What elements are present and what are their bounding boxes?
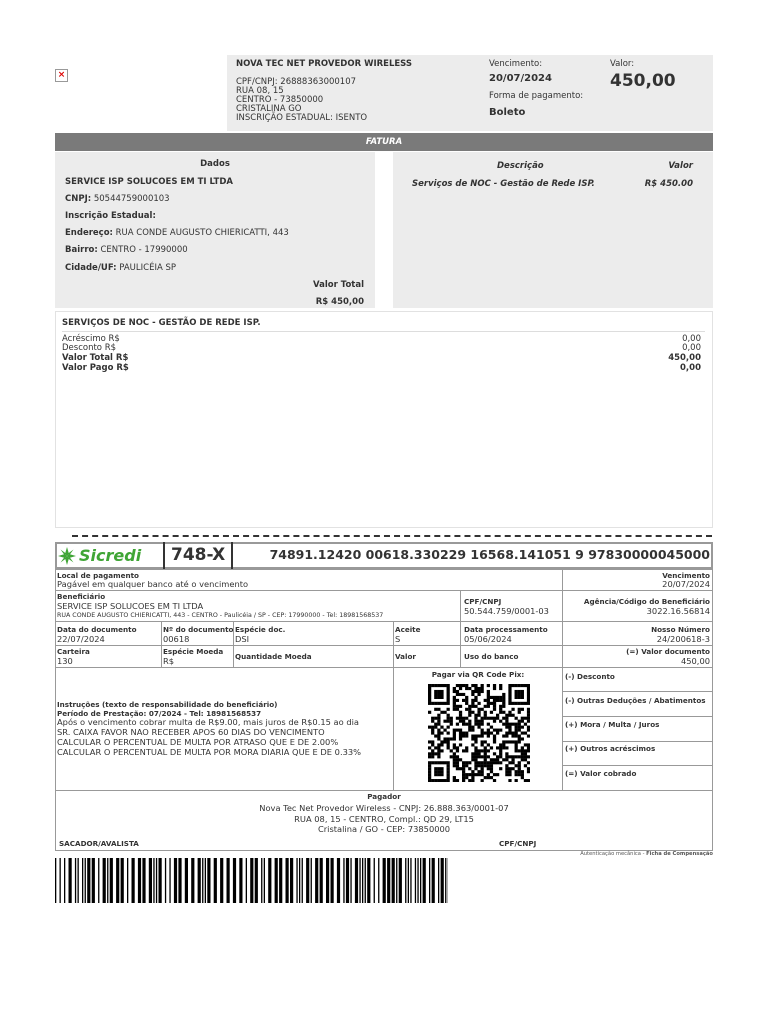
total-label: Valor Total — [313, 280, 364, 290]
valor-pago-value: 0,00 — [680, 363, 701, 373]
especie-doc-label: Espécie doc. — [235, 625, 286, 634]
company-city: CRISTALINA GO — [236, 104, 302, 114]
broken-image-icon: × — [55, 69, 68, 82]
pagador-label: Pagador — [367, 792, 401, 801]
deducoes-label: (-) Outras Deduções / Abatimentos — [565, 696, 706, 705]
item-value: R$ 450.00 — [644, 179, 693, 189]
client-cnpj: CNPJ: 50544759000103 — [65, 194, 170, 204]
total-value: R$ 450,00 — [315, 297, 364, 307]
data-proc-label: Data processamento — [464, 625, 548, 634]
barcode — [55, 858, 448, 903]
client-bairro: Bairro: CENTRO - 17990000 — [65, 245, 188, 255]
item-description: Serviços de NOC - Gestão de Rede ISP. — [412, 179, 595, 189]
local-label: Local de pagamento — [57, 571, 139, 580]
qtd-moeda-label: Quantidade Moeda — [235, 652, 312, 661]
cpfcnpj-value: 50.544.759/0001-03 — [464, 606, 549, 616]
beneficiario-name: SERVICE ISP SOLUCOES EM TI LTDA — [57, 601, 204, 611]
aceite-label: Aceite — [395, 625, 421, 634]
acrescimo-label: Acréscimo R$ — [62, 334, 120, 344]
autenticacao-mecanica: Autenticação mecânica - Ficha de Compensação — [580, 851, 713, 857]
divider — [163, 542, 165, 569]
client-city: Cidade/UF: PAULICÉIA SP — [65, 263, 176, 273]
desconto-value: 0,00 — [682, 343, 701, 353]
sacador-cnpj-label: CPF/CNPJ — [499, 839, 537, 848]
company-cnpj: CPF/CNPJ: 26888363000107 — [236, 77, 357, 87]
divider — [231, 542, 233, 569]
especie-moeda-label: Espécie Moeda — [163, 647, 224, 656]
acrescimo-value: 0,00 — [682, 334, 701, 344]
pagador-line2: RUA 08, 15 - CENTRO, Compl.: QD 29, LT15 — [294, 814, 474, 824]
especie-doc-value: DSI — [235, 634, 250, 644]
sicredi-icon — [57, 546, 77, 566]
valor-pago-label: Valor Pago R$ — [62, 363, 129, 373]
dados-title: Dados — [200, 159, 230, 169]
desconto-label: Desconto R$ — [62, 343, 117, 353]
outros-label: (+) Outros acréscimos — [565, 744, 656, 753]
payment-method-label: Forma de pagamento: — [489, 91, 584, 101]
especie-moeda-value: R$ — [163, 656, 175, 666]
agencia-label: Agência/Código do Beneficiário — [583, 597, 710, 606]
value-header: Valor — [668, 161, 693, 171]
divider — [62, 331, 705, 332]
company-address1: RUA 08, 15 — [236, 86, 284, 96]
services-title: SERVIÇOS DE NOC - GESTÃO DE REDE ISP. — [62, 318, 261, 328]
sicredi-wordmark: Sicredi — [79, 546, 142, 565]
company-address2: CENTRO - 73850000 — [236, 95, 324, 105]
uso-banco-label: Uso do banco — [464, 652, 519, 661]
beneficiario-address: RUA CONDE AUGUSTO CHIERICATTI, 443 - CENTRO - Paulicéia / SP - CEP: 17990000 - Tel: 18981568537 — [57, 612, 384, 619]
due-date-value: 20/07/2024 — [489, 73, 552, 84]
valor-doc-value: 450,00 — [680, 656, 710, 666]
company-ie: INSCRIÇÃO ESTADUAL: ISENTO — [236, 113, 368, 123]
num-doc-value: 00618 — [163, 634, 190, 644]
cpfcnpj-label: CPF/CNPJ — [464, 597, 502, 606]
description-panel — [393, 152, 713, 308]
amount-value: 450,00 — [610, 71, 676, 91]
pagador-line1: Nova Tec Net Provedor Wireless - CNPJ: 26.888.363/0001-07 — [259, 803, 509, 813]
vencimento-label: Vencimento — [662, 571, 710, 580]
beneficiario-label: Beneficiário — [57, 592, 106, 601]
instruction-line: CALCULAR O PERCENTUAL DE MULTA POR ATRASO QUE E DE 2.00% — [57, 737, 339, 747]
description-header: Descrição — [497, 161, 544, 171]
due-date-label: Vencimento: — [489, 59, 543, 69]
fatura-title-bar: FATURA — [55, 133, 713, 151]
data-doc-value: 22/07/2024 — [57, 634, 105, 644]
instructions-title: Instruções (texto de responsabilidade do beneficiário) — [57, 700, 278, 709]
vencimento-value: 20/07/2024 — [662, 579, 710, 589]
instruction-line: CALCULAR O PERCENTUAL DE MULTA POR MORA DIARIA QUE E DE 0.33% — [57, 747, 362, 757]
amount-label: Valor: — [610, 59, 635, 69]
data-proc-value: 05/06/2024 — [464, 634, 512, 644]
aceite-value: S — [395, 634, 401, 644]
agencia-value: 3022.16.56814 — [646, 606, 710, 616]
sacador-label: SACADOR/AVALISTA — [59, 839, 139, 848]
num-doc-label: Nº do documento — [163, 625, 234, 634]
company-name: NOVA TEC NET PROVEDOR WIRELESS — [236, 59, 413, 69]
qr-label: Pagar via QR Code Pix: — [431, 670, 525, 679]
boleto-desconto-label: (-) Desconto — [565, 672, 615, 681]
client-ie-label: Inscrição Estadual: — [65, 211, 156, 221]
nosso-numero-label: Nosso Número — [651, 625, 710, 634]
bank-code: 748-X — [171, 545, 226, 565]
cut-line — [72, 535, 712, 537]
pix-qr-code[interactable] — [428, 684, 530, 782]
pagador-line3: Cristalina / GO - CEP: 73850000 — [317, 824, 451, 834]
valor-total-value: 450,00 — [668, 353, 701, 363]
client-name: SERVICE ISP SOLUCOES EM TI LTDA — [65, 177, 233, 187]
instructions-period: Período de Prestação: 07/2024 - Tel: 18981568537 — [57, 709, 262, 718]
client-address: Endereço: RUA CONDE AUGUSTO CHIERICATTI, 443 — [65, 228, 289, 238]
sicredi-logo — [57, 546, 162, 566]
linha-digitavel: 74891.12420 00618.330229 16568.141051 9 97830000045000 — [269, 547, 710, 562]
mora-label: (+) Mora / Multa / Juros — [565, 720, 660, 729]
cobrado-label: (=) Valor cobrado — [565, 769, 637, 778]
carteira-value: 130 — [57, 656, 73, 666]
data-doc-label: Data do documento — [57, 625, 137, 634]
valor-label: Valor — [395, 652, 416, 661]
instruction-line: Após o vencimento cobrar multa de R$9.00, mais juros de R$0.15 ao dia — [57, 717, 359, 727]
local-value: Pagável em qualquer banco até o vencimento — [57, 579, 249, 589]
valor-total-label: Valor Total R$ — [62, 353, 129, 363]
instruction-line: SR. CAIXA FAVOR NAO RECEBER APOS 60 DIAS DO VENCIMENTO — [57, 727, 325, 737]
nosso-numero-value: 24/200618-3 — [656, 634, 710, 644]
valor-doc-label: (=) Valor documento — [626, 647, 710, 656]
carteira-label: Carteira — [57, 647, 90, 656]
payment-method-value: Boleto — [489, 107, 526, 118]
